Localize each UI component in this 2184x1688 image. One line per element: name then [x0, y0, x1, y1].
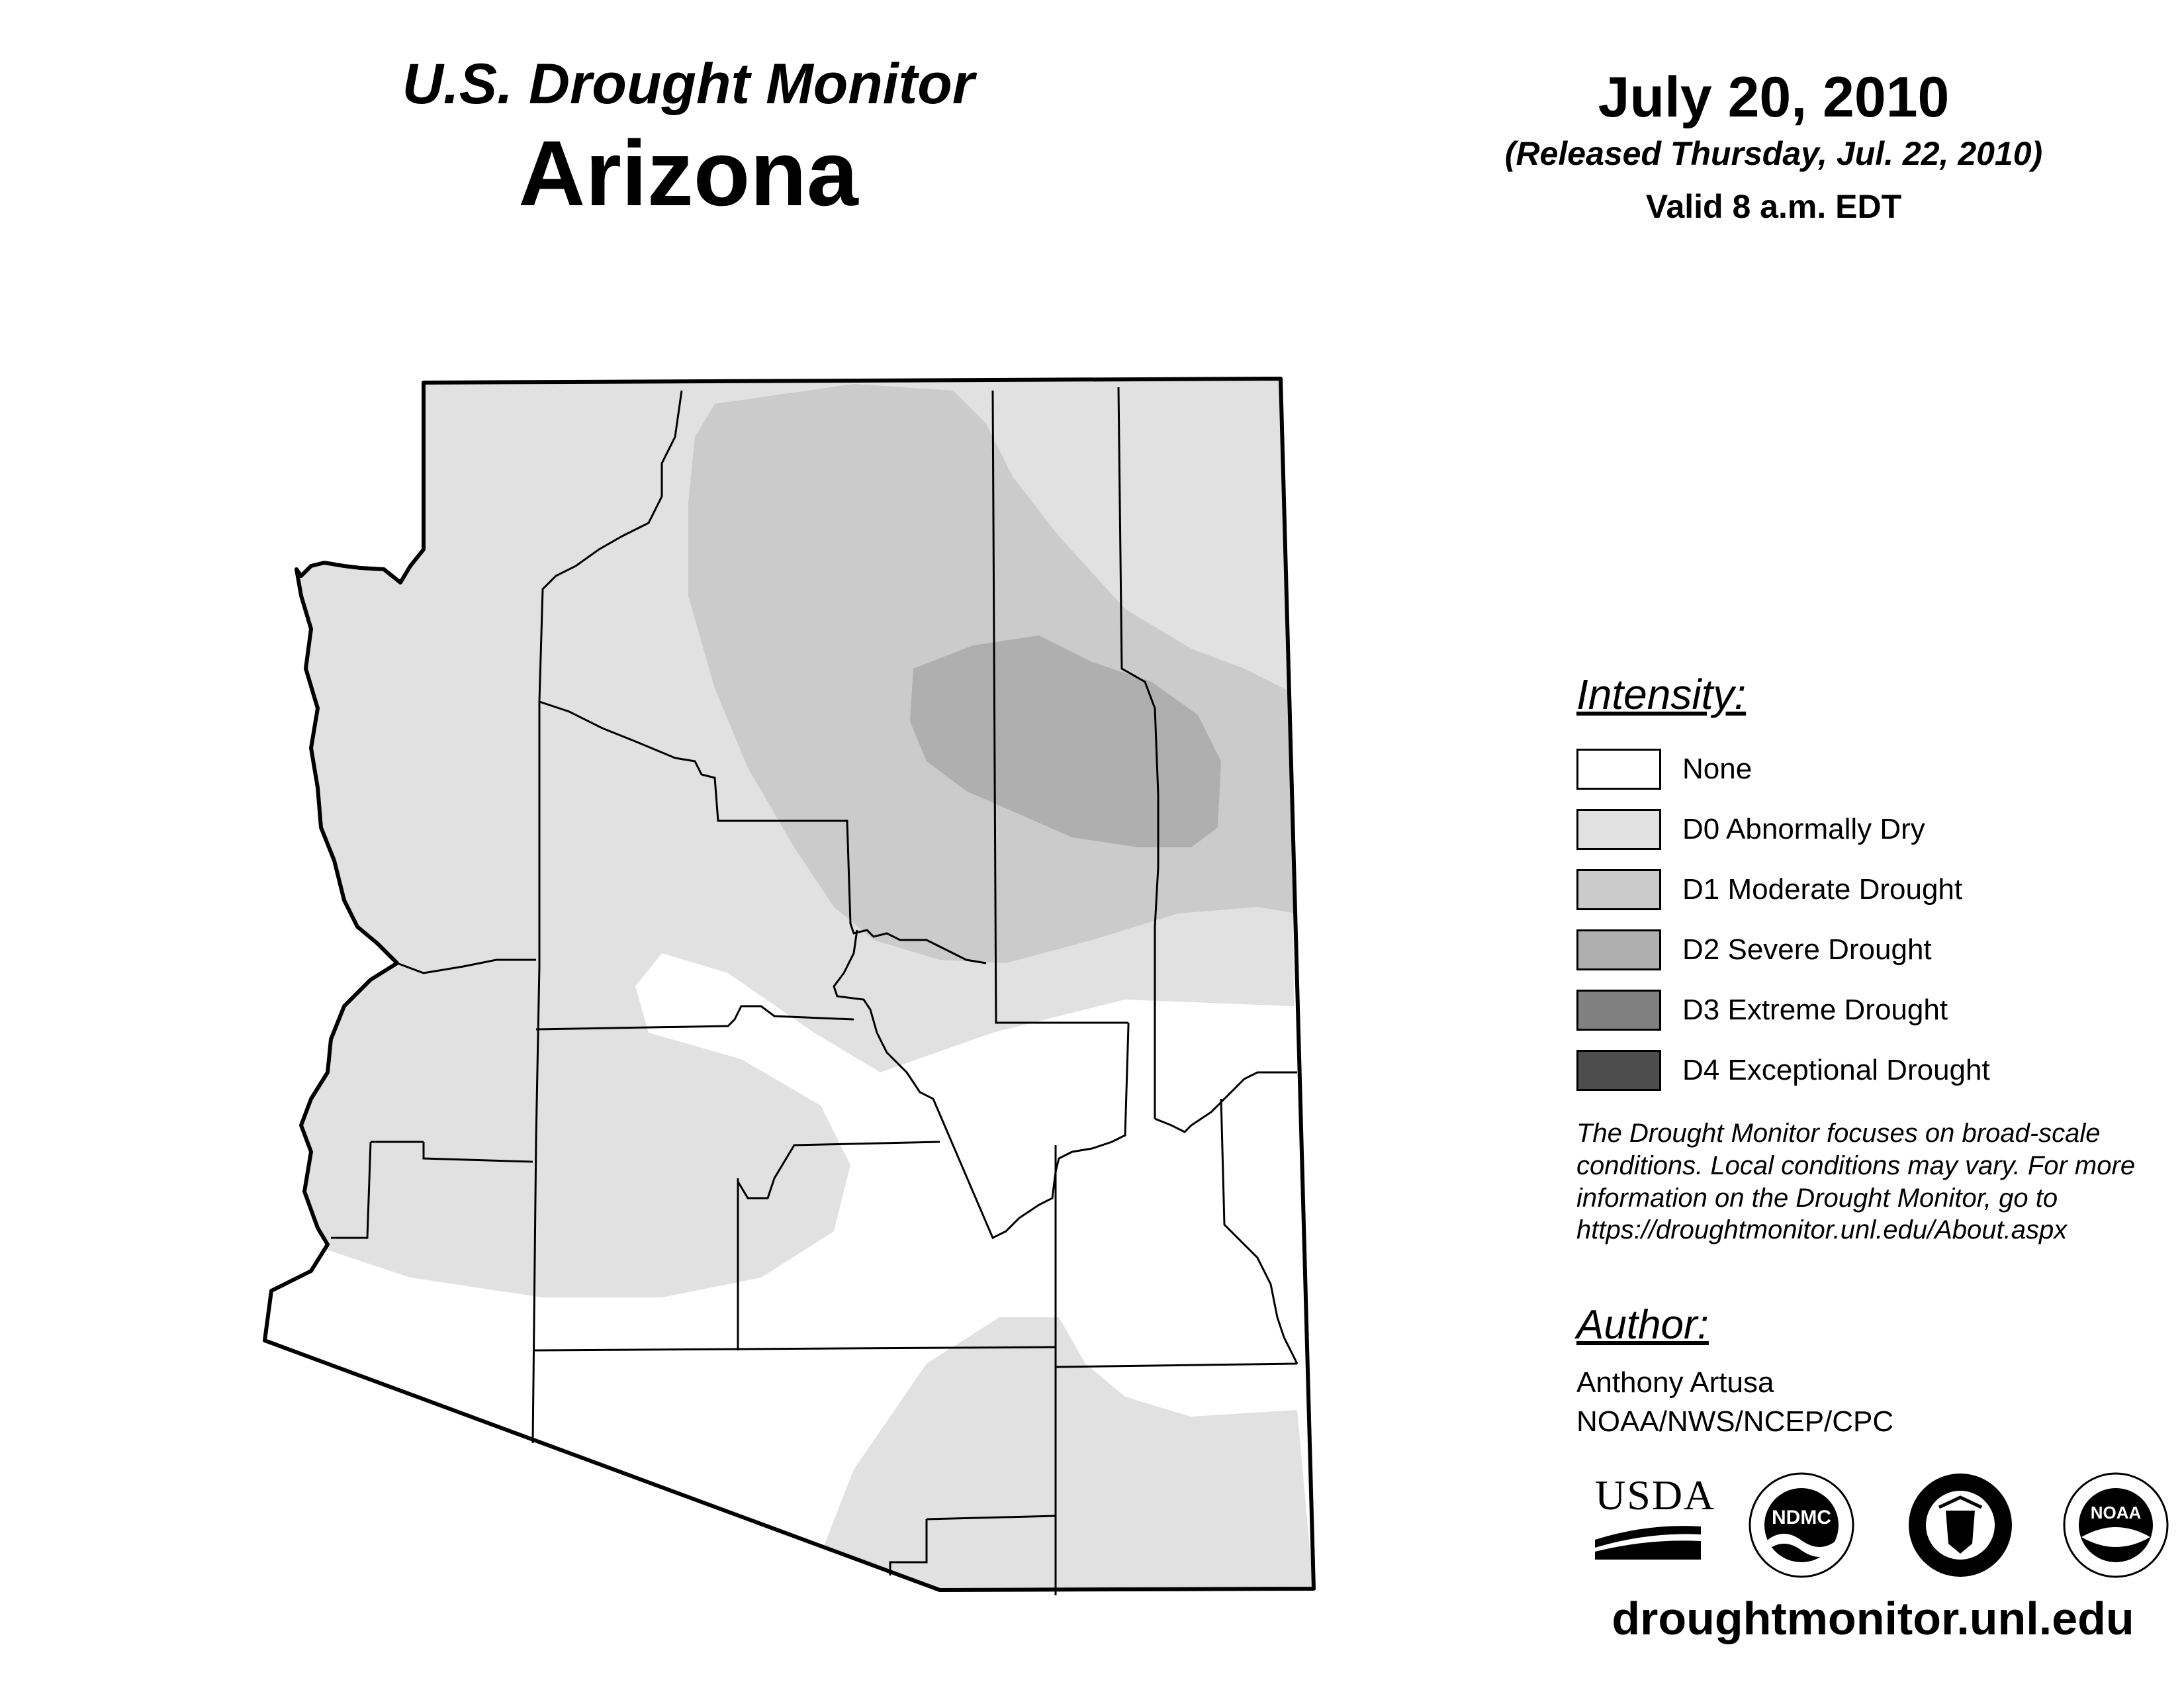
ndmc-seal-label: NDMC: [1772, 1507, 1831, 1528]
usda-swoosh-icon: [1595, 1520, 1701, 1560]
valid-time: Valid 8 a.m. EDT: [1645, 187, 1902, 225]
map-date: July 20, 2010: [1598, 66, 1950, 129]
commerce-seal-icon: [1906, 1471, 2015, 1580]
legend-title: Intensity:: [1576, 671, 1747, 718]
legend-label: D0 Abnormally Dry: [1682, 812, 1925, 845]
legend-swatch: [1576, 1050, 1661, 1091]
legend-swatch: [1576, 749, 1661, 790]
note-line: The Drought Monitor focuses on broad-scale: [1576, 1119, 2101, 1148]
legend-label: D2 Severe Drought: [1682, 933, 1932, 966]
legend-label: D4 Exceptional Drought: [1682, 1053, 1990, 1086]
legend-label: D3 Extreme Drought: [1682, 993, 1948, 1026]
map-title: Arizona: [518, 120, 858, 225]
noaa-seal-icon: [2062, 1471, 2171, 1580]
legend-item-d0: [1576, 799, 2159, 859]
legend-item-d2: [1576, 919, 2159, 980]
ndmc-seal-icon: [1747, 1471, 1856, 1580]
author-name: Anthony Artusa: [1576, 1366, 1774, 1399]
logo-row: [1595, 1471, 2164, 1583]
note-link[interactable]: https://droughtmonitor.unl.edu/About.aspx: [1576, 1215, 2068, 1245]
release-date: (Released Thursday, Jul. 22, 2010): [1504, 134, 2043, 172]
legend-swatch: [1576, 869, 1661, 910]
legend: [1576, 670, 2159, 1100]
legend-swatch: [1576, 990, 1661, 1031]
website-link[interactable]: droughtmonitor.unl.edu: [1612, 1593, 2134, 1644]
author-block: [1576, 1301, 2159, 1442]
legend-item-none: [1576, 739, 2159, 799]
author-org: NOAA/NWS/NCEP/CPC: [1576, 1405, 1894, 1438]
note-line: conditions. Local conditions may vary. For more: [1576, 1150, 2136, 1180]
usda-logo: [1595, 1471, 1716, 1563]
legend-swatch: [1576, 809, 1661, 850]
legend-item-d4: [1576, 1040, 2159, 1100]
map-subtitle: U.S. Drought Monitor: [402, 52, 975, 116]
author-title: Author:: [1576, 1302, 1709, 1348]
legend-item-d3: [1576, 980, 2159, 1040]
legend-swatch: [1576, 929, 1661, 970]
drought-monitor-note: [1576, 1117, 2172, 1246]
legend-label: None: [1682, 752, 1752, 785]
note-line: information on the Drought Monitor, go to: [1576, 1183, 2058, 1213]
usda-logo-text: USDA: [1595, 1472, 1716, 1519]
legend-label: D1 Moderate Drought: [1682, 872, 1963, 906]
noaa-seal-label: NOAA: [2090, 1503, 2142, 1523]
legend-item-d1: [1576, 859, 2159, 919]
